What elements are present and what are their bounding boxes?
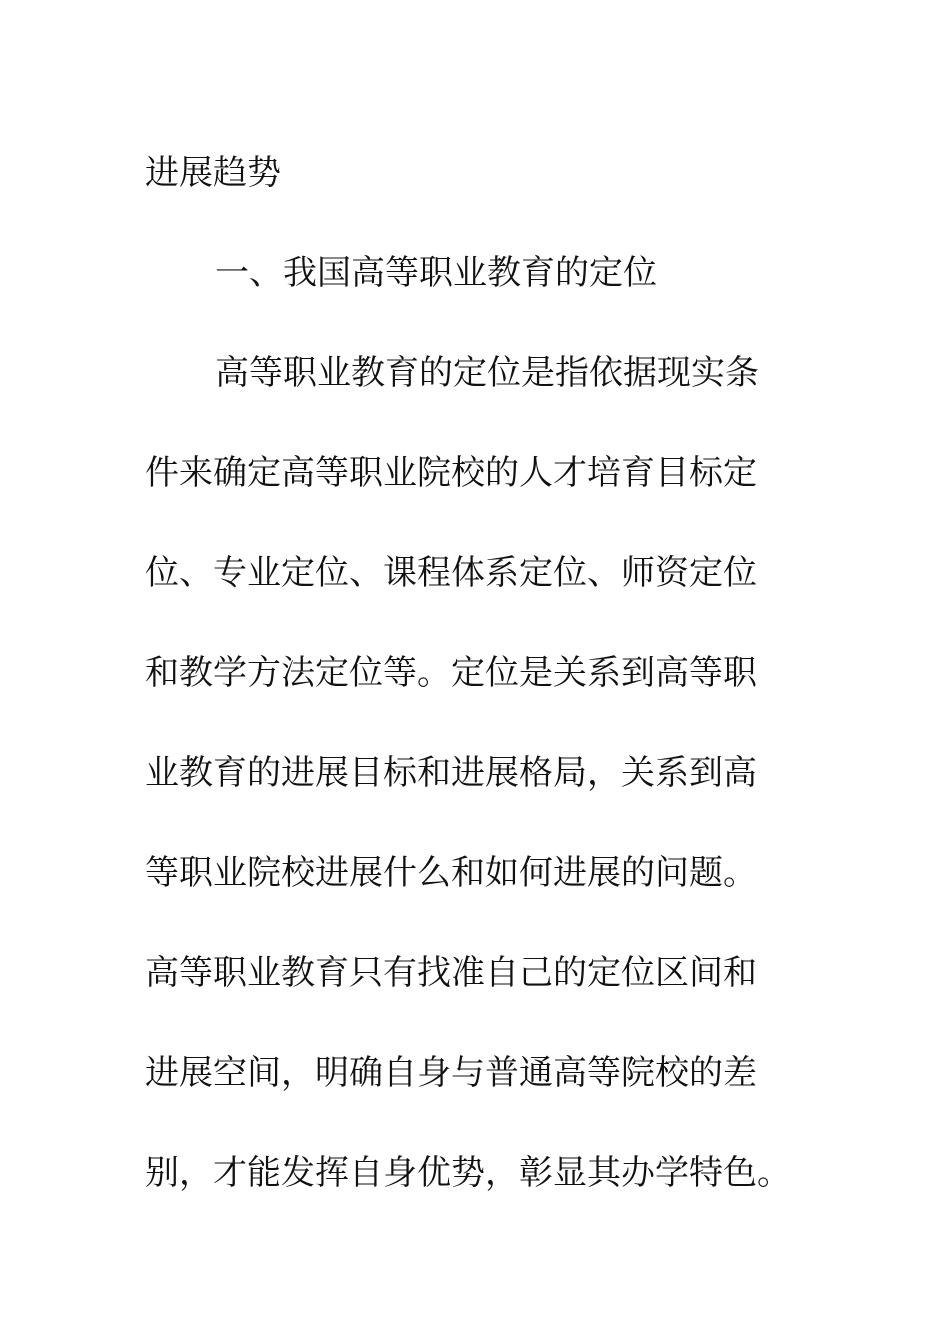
paragraph-line-5: 业教育的进展目标和进展格局，关系到高 [145,753,757,793]
section-heading: 一、我国高等职业教育的定位 [215,253,657,293]
paragraph-line-4: 和教学方法定位等。定位是关系到高等职 [145,653,757,693]
paragraph-line-6: 等职业院校进展什么和如何进展的问题。 [145,853,757,893]
paragraph-line-9: 别，才能发挥自身优势，彰显其办学特色。 [145,1153,791,1193]
paragraph-line-2: 件来确定高等职业院校的人才培育目标定 [145,453,757,493]
paragraph-line-1: 高等职业教育的定位是指依据现实条 [215,353,759,393]
text-line-1: 进展趋势 [145,153,281,193]
paragraph-line-8: 进展空间，明确自身与普通高等院校的差 [145,1053,757,1093]
document-text [145,123,805,1223]
paragraph-line-3: 位、专业定位、课程体系定位、师资定位 [145,553,757,593]
paragraph-line-7: 高等职业教育只有找准自己的定位区间和 [145,953,757,993]
